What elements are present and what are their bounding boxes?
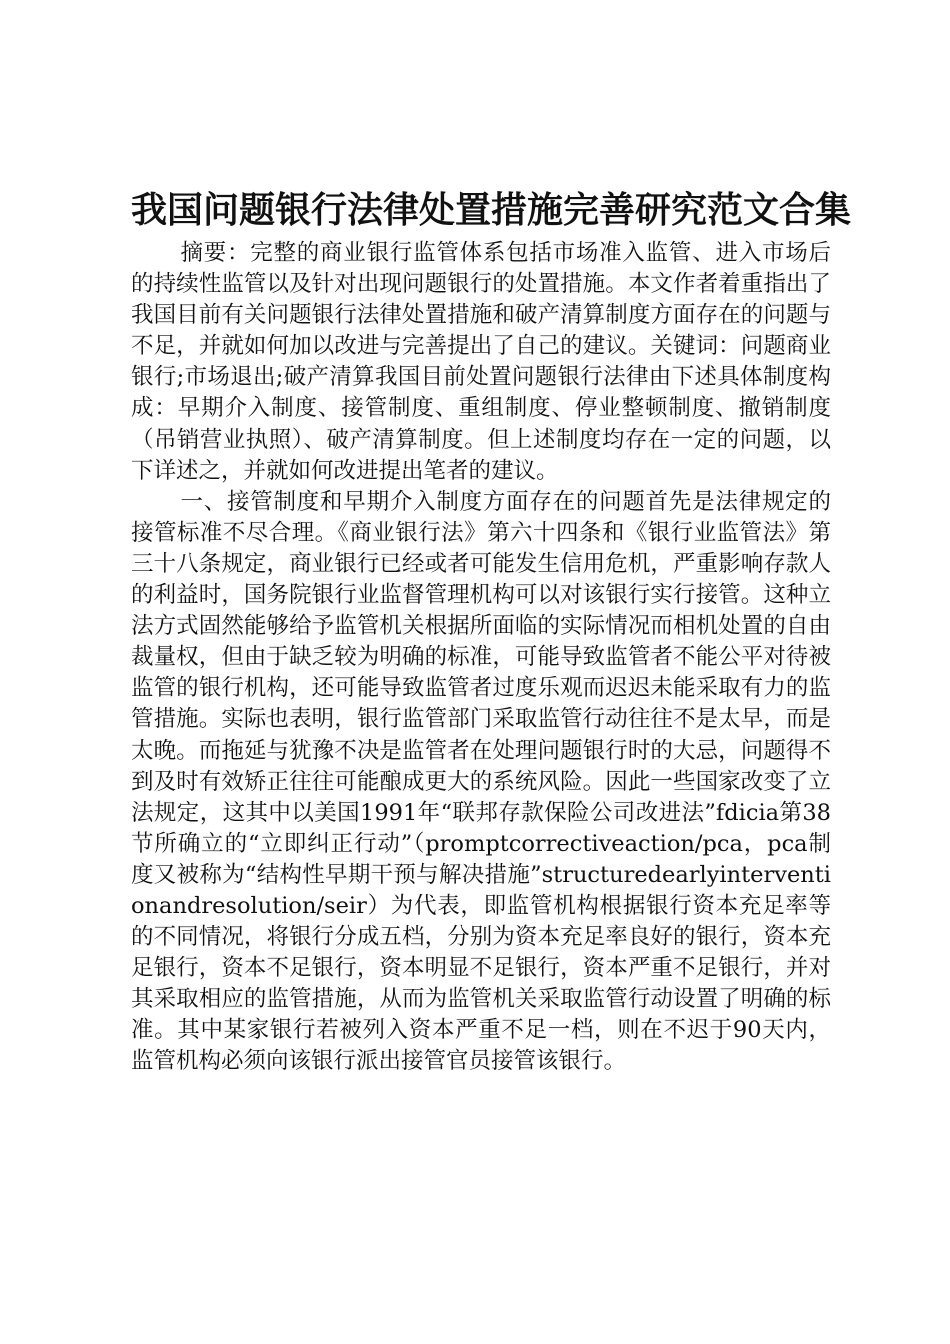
document-title: 我国问题银行法律处置措施完善研究范文合集	[131, 189, 852, 231]
abstract-paragraph: 摘要：完整的商业银行监管体系包括市场准入监管、进入市场后的持续性监管以及针对出现问题银行的处置措施。本文作者着重指出了我国目前有关问题银行法律处置措施和破产清算制度方面存在的问题与不足，并就如何加以改进与完善提出了自己的建议。关键词：问题商业银行;市场退出;破产清算我国目前处置问题银行法律由下述具体制度构成：早期介入制度、接管制度、重组制度、停业整顿制度、撤销制度（吊销营业执照）、破产清算制度。但上述制度均存在一定的问题，以下详述之，并就如何改进提出笔者的建议。	[131, 240, 831, 484]
document-page	[131, 186, 852, 1078]
section-one-paragraph: 一、接管制度和早期介入制度方面存在的问题首先是法律规定的接管标准不尽合理。《商业银行法》第六十四条和《银行业监管法》第三十八条规定，商业银行已经或者可能发生信用危机，严重影响存款人的利益时，国务院银行业监督管理机构可以对该银行实行接管。这种立法方式固然能够给予监管机关根据所面临的实际情况而相机处置的自由裁量权，但由于缺乏较为明确的标准，可能导致监管者不能公平对待被监管的银行机构，还可能导致监管者过度乐观而迟迟未能采取有力的监管措施。实际也表明，银行监管部门采取监管行动往往不是太早，而是太晚。而拖延与犹豫不决是监管者在处理问题银行时的大忌，问题得不到及时有效矫正往往可能酿成更大的系统风险。因此一些国家改变了立法规定，这其中以美国1991年“联邦存款保险公司改进法”fdicia第38节所确立的“立即纠正行动”（promptcorrectiveaction/pca，pca制度又被称为“结构性早期干预与解决措施”structuredearlyinterventionandresolution/seir）为代表，即监管机构根据银行资本充足率等的不同情况，将银行分成五档，分别为资本充足率良好的银行，资本充足银行，资本不足银行，资本明显不足银行，资本严重不足银行，并对其采取相应的监管措施，从而为监管机关采取监管行动设置了明确的标准。其中某家银行若被列入资本严重不足一档，则在不迟于90天内，监管机构必须向该银行派出接管官员接管该银行。	[131, 488, 831, 1075]
